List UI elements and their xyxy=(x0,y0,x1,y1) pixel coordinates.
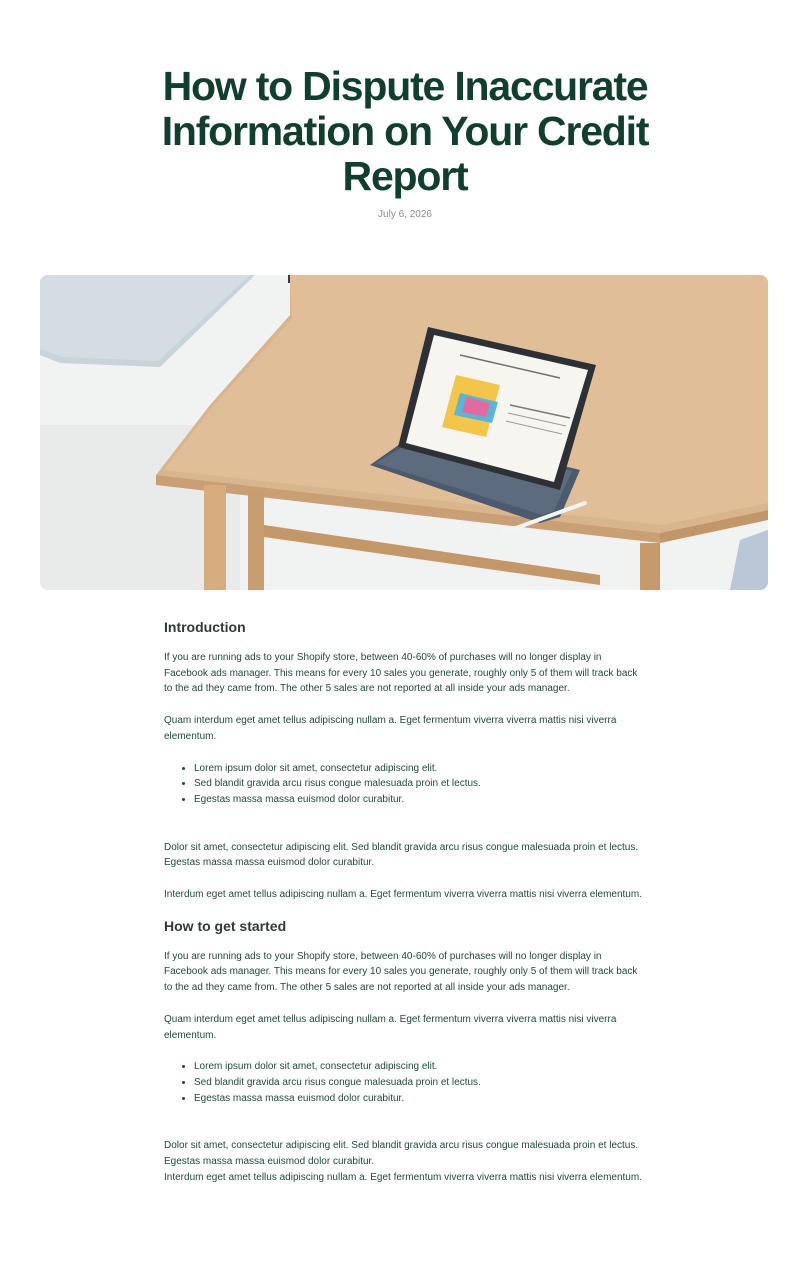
paragraph: Interdum eget amet tellus adipiscing nullam a. Eget fermentum viverra viverra mattis nisi viverra elementum. xyxy=(164,1171,642,1183)
list-item: • Egestas massa massa euismod dolor curabitur. xyxy=(194,792,644,808)
paragraph: If you are running ads to your Shopify store, between 40-60% of purchases will no longer display in Facebook ads manager. This means for every 10 sales you generate, roughly only 5 of them will track back to the ad they came from. The other 5 sales are not reported at all inside your ads manager. xyxy=(164,950,638,994)
list-item: • Sed blandit gravida arcu risus congue malesuada proin et lectus. xyxy=(194,1075,644,1091)
list-item: • Sed blandit gravida arcu risus congue malesuada proin et lectus. xyxy=(194,776,644,792)
publish-date: July 6, 2026 xyxy=(378,209,432,220)
paragraph: Dolor sit amet, consectetur adipiscing elit. Sed blandit gravida arcu risus congue malesuada proin et lectus. Egestas massa massa euismod dolor curabitur. xyxy=(164,841,639,869)
hero-image xyxy=(40,275,768,590)
section-heading-get-started: How to get started xyxy=(164,917,287,934)
list-item: • Lorem ipsum dolor sit amet, consectetur adipiscing elit. xyxy=(194,1059,644,1075)
paragraph: Interdum eget amet tellus adipiscing nullam a. Eget fermentum viverra viverra mattis nisi viverra elementum. xyxy=(164,889,642,901)
article-body xyxy=(164,618,644,1185)
section-heading-introduction: Introduction xyxy=(164,619,246,635)
bullet-list xyxy=(164,761,644,808)
paragraph: Dolor sit amet, consectetur adipiscing elit. Sed blandit gravida arcu risus congue malesuada proin et lectus. Egestas massa massa euismod dolor curabitur. xyxy=(164,1140,639,1168)
list-item: • Egestas massa massa euismod dolor curabitur. xyxy=(194,1091,644,1107)
paragraph: Quam interdum eget amet tellus adipiscing nullam a. Eget fermentum viverra viverra mattis nisi viverra elementum. xyxy=(164,1013,617,1041)
paragraph: If you are running ads to your Shopify store, between 40-60% of purchases will no longer display in Facebook ads manager. This means for every 10 sales you generate, roughly only 5 of them will track back to the ad they came from. The other 5 sales are not reported at all inside your ads manager. xyxy=(164,652,638,695)
paragraph: Quam interdum eget amet tellus adipiscing nullam a. Eget fermentum viverra viverra mattis nisi viverra elementum. xyxy=(164,715,617,742)
page-title: How to Dispute Inaccurate Information on Your Credit Report xyxy=(161,63,649,199)
list-item: • Lorem ipsum dolor sit amet, consectetur adipiscing elit. xyxy=(194,761,644,777)
bullet-list xyxy=(164,1059,644,1106)
